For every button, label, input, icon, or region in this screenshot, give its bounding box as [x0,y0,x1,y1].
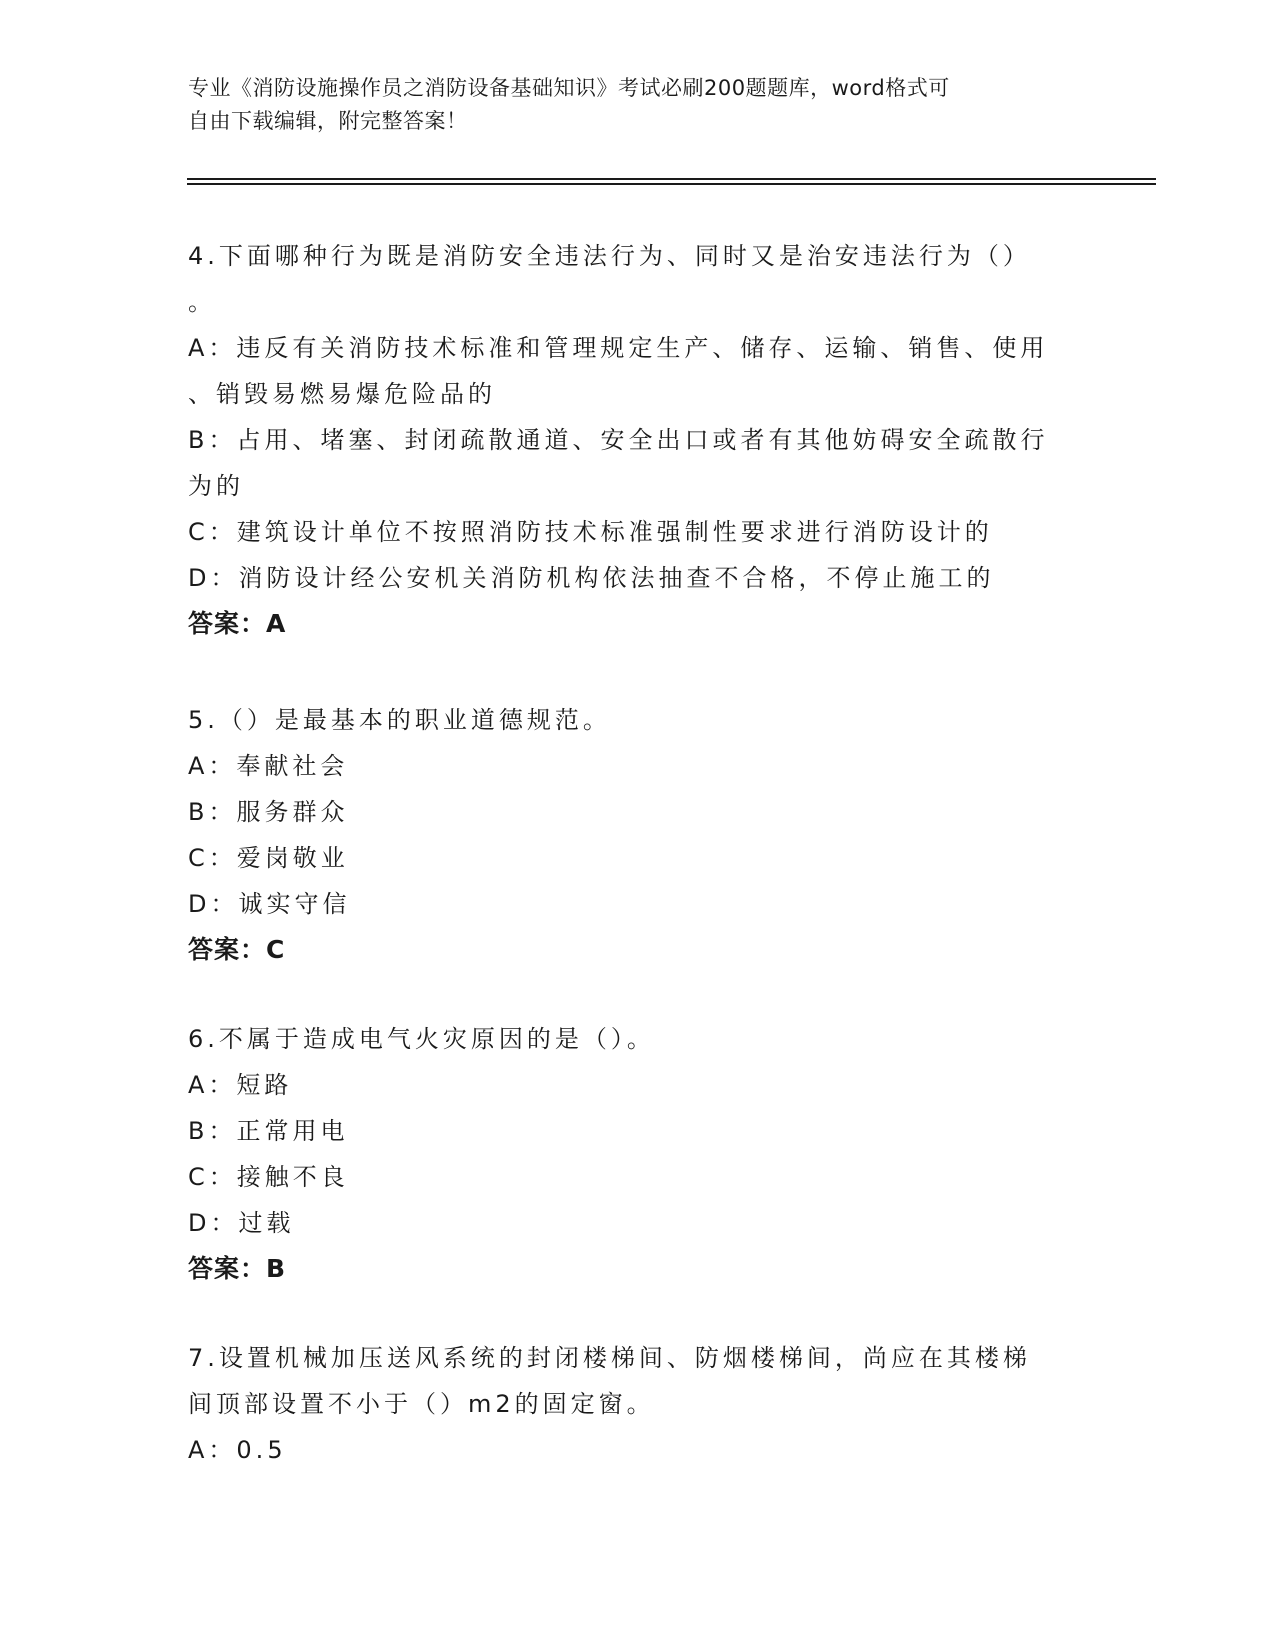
option-b: 为的 [188,472,244,500]
question-stem: 6.不属于造成电气火灾原因的是（）。 [188,1025,655,1053]
question-stem: 间顶部设置不小于（）m2的固定窗。 [188,1390,655,1418]
answer-label: 答案：B [188,1254,287,1283]
option-c: C：爱岗敬业 [188,844,349,872]
option-c: C：建筑设计单位不按照消防技术标准强制性要求进行消防设计的 [188,518,993,546]
option-d: D：过载 [188,1209,295,1237]
option-a: A：奉献社会 [188,752,349,780]
header-divider [187,183,1156,185]
option-a: A：0.5 [188,1436,287,1464]
answer-label: 答案：A [188,609,287,638]
header-line: 专业《消防设施操作员之消防设备基础知识》考试必刷200题题库，word格式可 [188,76,950,100]
question-block [188,1016,1088,1292]
question-block [188,697,1088,973]
header-line: 自由下载编辑，附完整答案！ [188,109,468,133]
option-c: C：接触不良 [188,1163,349,1191]
option-b: B：正常用电 [188,1117,349,1145]
option-a: A：违反有关消防技术标准和管理规定生产、储存、运输、销售、使用 [188,334,1049,362]
question-stem: 4.下面哪种行为既是消防安全违法行为、同时又是治安违法行为（） [188,242,1031,270]
option-d: D：消防设计经公安机关消防机构依法抽查不合格，不停止施工的 [188,564,995,592]
question-stem: 5.（）是最基本的职业道德规范。 [188,706,611,734]
option-a: A：短路 [188,1071,293,1099]
header-divider [187,178,1156,180]
option-a: 、销毁易燃易爆危险品的 [188,380,496,408]
question-stem: 。 [188,288,216,316]
answer-label: 答案：C [188,935,286,964]
option-b: B：服务群众 [188,798,349,826]
document-header [188,72,1068,138]
question-block [188,1335,1088,1473]
option-d: D：诚实守信 [188,890,351,918]
question-stem: 7.设置机械加压送风系统的封闭楼梯间、防烟楼梯间，尚应在其楼梯 [188,1344,1031,1372]
option-b: B：占用、堵塞、封闭疏散通道、安全出口或者有其他妨碍安全疏散行 [188,426,1049,454]
question-block [188,233,1088,647]
